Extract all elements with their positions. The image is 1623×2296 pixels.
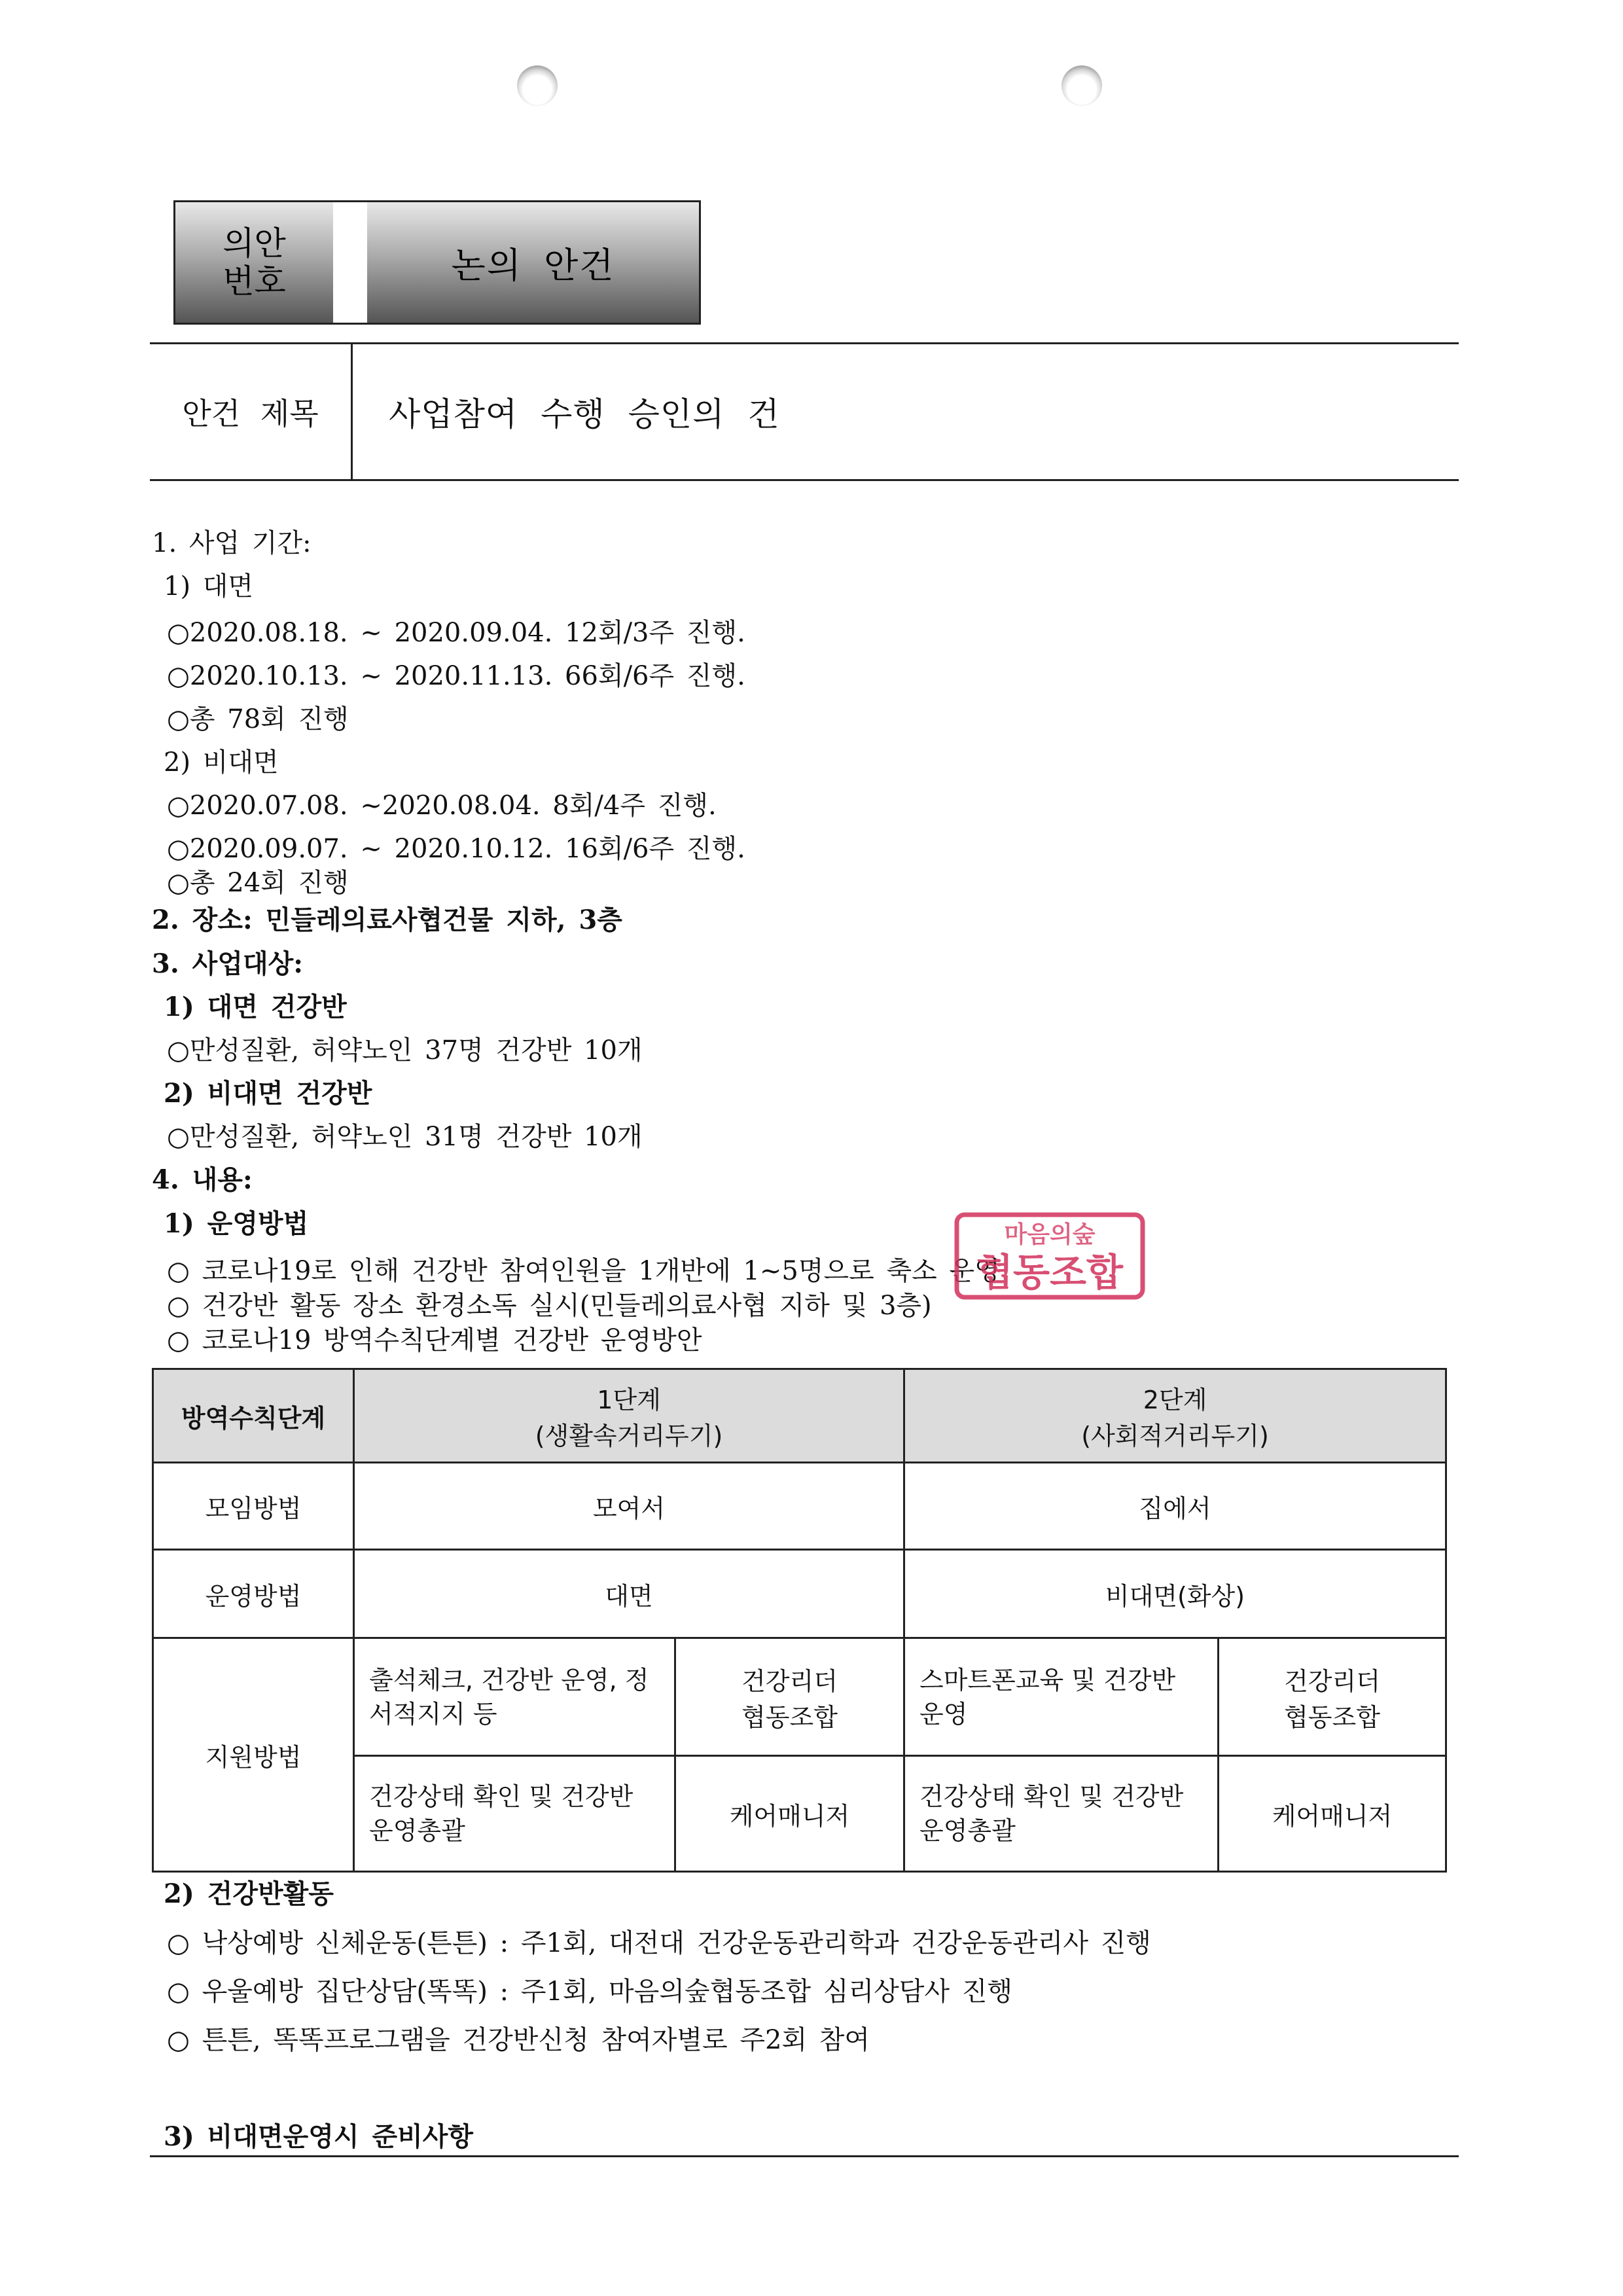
s3-face-to-face-heading: 1) 대면 건강반 [164,992,347,1022]
s1-face-to-face-item: ○2020.10.13. ~ 2020.11.13. 66회/6주 진행. [167,661,745,691]
cell-operation-stage-1: 대면 [354,1550,904,1638]
cell-support-task: 건강상태 확인 및 건강반 운영총괄 [904,1756,1219,1872]
s4-activity-item: ○ 우울예방 집단상담(똑똑) : 주1회, 마음의숲협동조합 심리상담사 진행 [167,1977,1013,2007]
cell-support-role [1219,1638,1446,1756]
s1-face-to-face-total: ○총 78회 진행 [167,704,349,734]
agenda-header-gap [333,200,367,325]
subject-label: 안건 제목 [150,344,353,479]
header-stage-2 [904,1369,1446,1463]
s3-non-face-item: ○만성질환, 허약노인 31명 건강반 10개 [167,1122,643,1152]
s4-activity-item: ○ 낙상예방 신체운동(튼튼) : 주1회, 대전대 건강운동관리학과 건강운동관리사 진행 [167,1928,1151,1958]
s1-non-face-item: ○2020.07.08. ~2020.08.04. 8회/4주 진행. [167,791,717,821]
header-stage-2-name: 2단계 [1143,1386,1207,1414]
cell-support-role [675,1638,904,1756]
cell-support-task: 출석체크, 건강반 운영, 정서적지지 등 [354,1638,675,1756]
s1-non-face-item: ○2020.09.07. ~ 2020.10.12. 16회/6주 진행. [167,834,745,864]
s4-operation-item: ○ 건강반 활동 장소 환경소독 실시(민들레의료사협 지하 및 3층) [167,1291,932,1321]
cooperative-seal-stamp [954,1212,1145,1300]
s3-non-face-heading: 2) 비대면 건강반 [164,1078,372,1109]
agenda-number-label-1: 의안 [223,224,286,262]
header-stage-2-desc: (사회적거리두기) [1081,1422,1269,1450]
s4-remote-prep-heading: 3) 비대면운영시 준비사항 [164,2121,474,2152]
role-line: 건강리더 [741,1666,838,1696]
subject-title: 사업참여 수행 승인의 건 [389,395,780,433]
header-stage-1-desc: (생활속거리두기) [535,1422,723,1450]
punch-hole-right [1061,65,1102,106]
section-2-title: 2. 장소: 민들레의료사협건물 지하, 3층 [152,905,622,935]
role-line: 협동조합 [741,1702,838,1732]
agenda-header [173,200,701,325]
role-line: 협동조합 [1284,1702,1380,1732]
s4-operation-heading: 1) 운영방법 [164,1208,309,1239]
section-1-title: 1. 사업 기간: [152,528,312,558]
stamp-text-top: 마음의숲 [1004,1221,1096,1248]
row-label-support: 지원방법 [153,1638,354,1872]
section-3-title: 3. 사업대상: [152,948,304,979]
cell-operation-stage-2: 비대면(화상) [904,1550,1446,1638]
s4-operation-item: ○ 코로나19 방역수칙단계별 건강반 운영방안 [167,1325,702,1355]
row-label-operation: 운영방법 [153,1550,354,1638]
cell-gathering-stage-1: 모여서 [354,1463,904,1550]
header-stage-1 [354,1369,904,1463]
agenda-number-cell [173,200,333,325]
agenda-type: 논의 안건 [367,200,701,325]
cell-gathering-stage-2: 집에서 [904,1463,1446,1550]
stamp-text-bottom: 협동조합 [976,1250,1124,1295]
s1-non-face-heading: 2) 비대면 [164,747,279,778]
subject-row [150,342,1459,481]
table-header-row [153,1369,1446,1463]
header-stage-1-name: 1단계 [597,1386,661,1414]
table-row [153,1463,1446,1550]
cell-support-task: 스마트폰교육 및 건강반 운영 [904,1638,1219,1756]
s3-face-to-face-item: ○만성질환, 허약노인 37명 건강반 10개 [167,1035,643,1066]
s4-operation-item: ○ 코로나19로 인해 건강반 참여인원을 1개반에 1~5명으로 축소 운영 [167,1256,1000,1286]
covid-stage-plan-table [152,1368,1447,1873]
agenda-number-label-2: 번호 [223,262,286,300]
table-row [153,1550,1446,1638]
cell-support-task: 건강상태 확인 및 건강반 운영총괄 [354,1756,675,1872]
s1-non-face-total: ○총 24회 진행 [167,868,349,898]
row-label-gathering: 모임방법 [153,1463,354,1550]
s1-face-to-face-item: ○2020.08.18. ~ 2020.09.04. 12회/3주 진행. [167,618,745,648]
s1-face-to-face-heading: 1) 대면 [164,571,254,601]
s4-activity-item: ○ 튼튼, 똑똑프로그램을 건강반신청 참여자별로 주2회 참여 [167,2025,870,2055]
cell-support-role: 케어매니저 [675,1756,904,1872]
header-stage: 방역수칙단계 [153,1369,354,1463]
punch-hole-left [517,65,558,106]
bottom-rule [150,2155,1459,2157]
s4-activity-heading: 2) 건강반활동 [164,1878,334,1909]
table-row [153,1638,1446,1756]
section-4-title: 4. 내용: [152,1164,253,1195]
cell-support-role: 케어매니저 [1219,1756,1446,1872]
role-line: 건강리더 [1284,1666,1380,1696]
